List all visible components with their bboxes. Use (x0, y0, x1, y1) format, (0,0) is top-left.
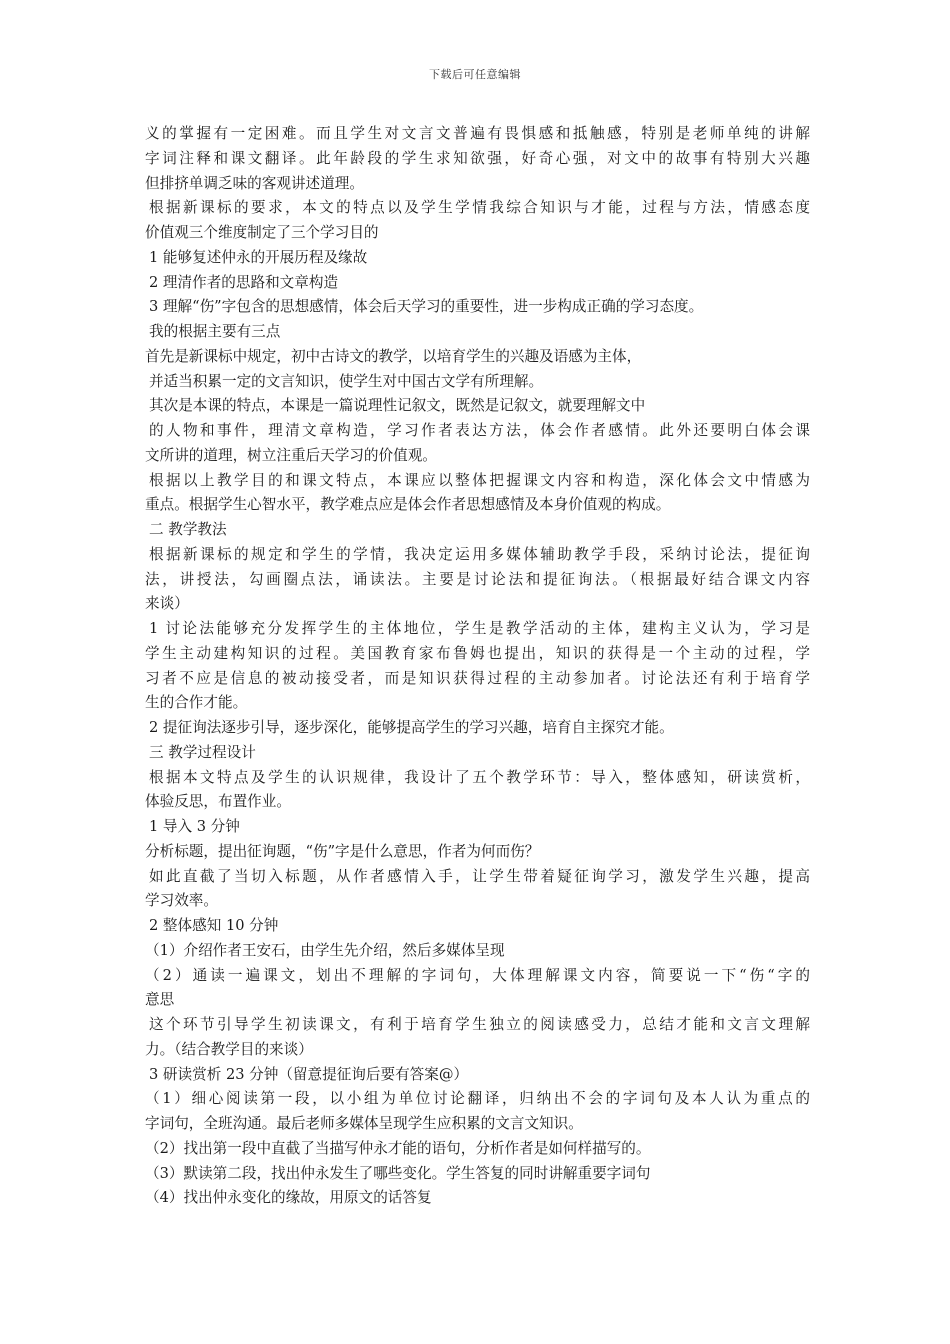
text-line: 我的根据主要有三点 (149, 323, 281, 340)
text-line: 2 整体感知 10 分钟 (149, 917, 279, 934)
text-line: 首先是新课标中规定，初中古诗文的教学，以培育学生的兴趣及语感为主体， (145, 347, 642, 365)
text-line: 分析标题，提出征询题，“伤”字是什么意思，作者为何而伤？ (145, 842, 540, 860)
text-line: 生的合作才能。 (145, 694, 248, 712)
text-line: 文所讲的道理，树立注重后天学习的价值观。 (145, 446, 437, 464)
text-line: 1 能够复述仲永的开展历程及缘故 (149, 248, 368, 266)
text-line: 的人物和事件，理清文章构造，学习作者表达方法，体会作者感情。此外还要明白体会课 (149, 422, 810, 439)
text-line: 力。（结合教学目的来谈） (145, 1040, 313, 1058)
text-line: 并适当积累一定的文言知识，使学生对中国古文学有所理解。 (149, 372, 544, 390)
text-line: 其次是本课的特点，本课是一篇说理性记叙文，既然是记叙文，就要理解文中 (149, 397, 646, 415)
text-line: 根据新课标的要求，本文的特点以及学生学情我综合知识与才能，过程与方法，情感态度 (149, 199, 810, 217)
text-line: 1 讨论法能够充分发挥学生的主体地位，学生是教学活动的主体，建构主义认为，学习是 (149, 620, 810, 637)
text-line: （2）通读一遍课文，划出不理解的字词句，大体理解课文内容，简要说一下“伤“字的 (145, 966, 810, 984)
text-line: 字词注释和课文翻译。此年龄段的学生求知欲强，好奇心强，对文中的故事有特别大兴趣 (145, 149, 810, 167)
text-line: 2 理清作者的思路和文章构造 (149, 273, 339, 291)
text-line: 3 理解“伤”字包含的思想感情，体会后天学习的重要性，进一步构成正确的学习态度。 (149, 298, 704, 316)
text-line: 学生主动建构知识的过程。美国教育家布鲁姆也提出，知识的获得是一个主动的过程，学 (145, 644, 810, 662)
text-line: 字词句，全班沟通。最后老师多媒体呈现学生应积累的文言文知识。 (145, 1115, 583, 1132)
text-line: 如此直截了当切入标题，从作者感情入手，让学生带着疑征询学习，激发学生兴趣，提高 (149, 867, 810, 885)
text-line: （1）介绍作者王安石，由学生先介绍，然后多媒体呈现 (145, 941, 505, 959)
text-line: 这个环节引导学生初读课文，有利于培育学生独立的阅读感受力，总结才能和文言文理解 (149, 1016, 810, 1033)
text-line: 义的掌握有一定困难。而且学生对文言文普遍有畏惧感和抵触感，特别是老师单纯的讲解 (145, 125, 810, 142)
text-line: 法，讲授法，勾画圈点法，诵读法。主要是讨论法和提征询法。（根据最好结合课文内容 (145, 570, 810, 588)
text-line: 但排挤单调乏味的客观讲述道理。 (145, 174, 364, 192)
text-line: 三 教学过程设计 (149, 743, 256, 761)
text-line: （2）找出第一段中直截了当描写仲永才能的语句，分析作者是如何样描写的。 (145, 1139, 651, 1157)
text-line: （1）细心阅读第一段，以小组为单位讨论翻译，归纳出不会的字词句及本人认为重点的 (145, 1090, 810, 1108)
text-line: 学习效率。 (145, 892, 218, 910)
text-line: （3）默读第二段，找出仲永发生了哪些变化。学生答复的同时讲解重要字词句 (145, 1164, 651, 1182)
text-line: 体验反思，布置作业。 (145, 793, 291, 811)
text-line: （4）找出仲永变化的缘故，用原文的话答复 (145, 1189, 432, 1207)
text-line: 习者不应是信息的被动接受者，而是知识获得过程的主动参加者。讨论法还有利于培育学 (145, 669, 810, 687)
document-body (145, 122, 810, 1211)
text-line: 3 研读赏析 23 分钟（留意提征询后要有答案@） (149, 1065, 469, 1083)
text-line: 根据本文特点及学生的认识规律，我设计了五个教学环节：导入，整体感知，研读赏析， (149, 768, 810, 786)
text-line: 意思 (145, 991, 175, 1009)
text-line: 1 导入 3 分钟 (149, 818, 240, 835)
text-line: 2 提征询法逐步引导，逐步深化，能够提高学生的学习兴趣，培育自主探究才能。 (149, 719, 674, 736)
text-line: 来谈） (145, 595, 189, 613)
text-line: 根据以上教学目的和课文特点，本课应以整体把握课文内容和构造，深化体会文中情感为 (149, 471, 810, 489)
text-line: 价值观三个维度制定了三个学习目的 (145, 224, 379, 241)
text-line: 根据新课标的规定和学生的学情，我决定运用多媒体辅助教学手段，采纳讨论法，提征询 (149, 545, 810, 563)
text-line: 二 教学教法 (149, 521, 227, 538)
text-line: 重点。根据学生心智水平，教学难点应是体会作者思想感情及本身价值观的构成。 (145, 496, 671, 514)
page-header: 下载后可任意编辑 (429, 68, 521, 81)
